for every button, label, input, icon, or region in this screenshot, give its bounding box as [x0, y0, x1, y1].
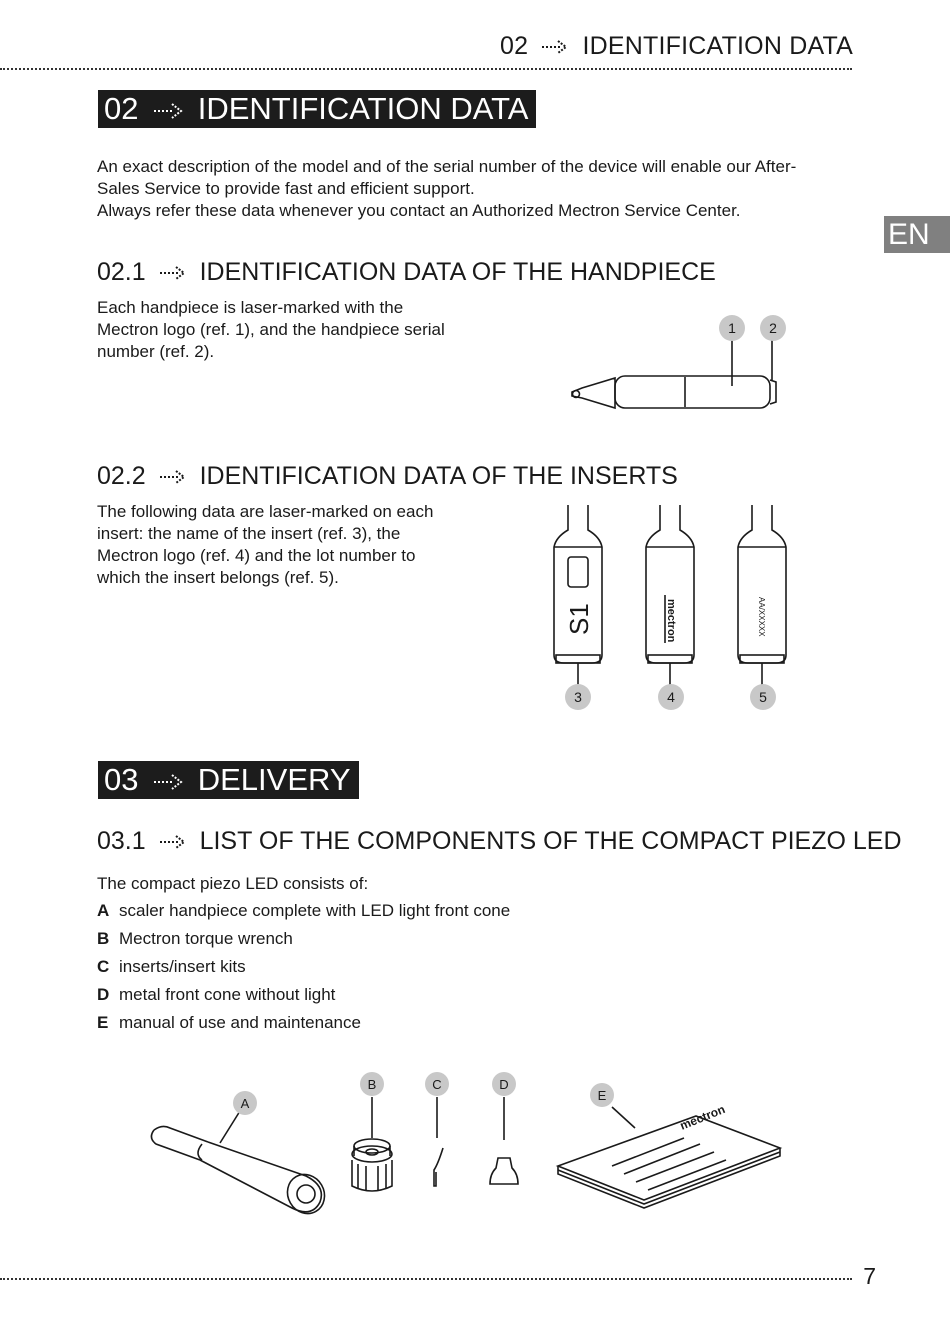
insert-2	[646, 505, 694, 686]
section-02-heading	[98, 90, 536, 128]
dotted-arrow-icon	[159, 834, 187, 850]
section-03-number: 03	[104, 762, 139, 797]
running-head-title: IDENTIFICATION DATA	[582, 32, 853, 60]
page-number: 7	[863, 1263, 876, 1289]
list-item-letter: E	[97, 1013, 109, 1032]
components-illustration	[140, 1068, 800, 1238]
inserts-illustration	[540, 505, 800, 720]
bottom-divider	[0, 1278, 852, 1280]
callout-d: D	[499, 1077, 509, 1092]
callout-b: B	[367, 1077, 377, 1092]
section-02-intro	[97, 156, 857, 222]
list-item	[97, 956, 510, 978]
subsection-02-1-title: IDENTIFICATION DATA OF THE HANDPIECE	[199, 258, 716, 286]
list-item-letter: C	[97, 957, 110, 976]
subsection-02-1-heading	[97, 258, 716, 287]
subsection-02-1-number: 02.1	[97, 258, 146, 286]
running-head	[500, 32, 853, 61]
list-item	[97, 900, 510, 922]
dotted-arrow-icon	[541, 39, 569, 55]
components-lead: The compact piezo LED consists of:	[97, 874, 369, 893]
intro-line: An exact description of the model and of the serial number of the device will enable our After-	[97, 157, 797, 176]
section-03-title: DELIVERY	[197, 762, 351, 797]
callout-1: 1	[728, 320, 736, 336]
callout-2: 2	[769, 320, 777, 336]
list-item-letter: B	[97, 929, 110, 948]
subsection-02-2-number: 02.2	[97, 462, 146, 490]
running-head-number: 02	[500, 32, 529, 60]
list-item-text: inserts/insert kits	[119, 957, 246, 976]
callout-e: E	[597, 1088, 607, 1103]
top-divider	[0, 68, 852, 70]
text-line: The following data are laser-marked on each	[97, 502, 434, 521]
list-item	[97, 1012, 510, 1034]
text-line: insert: the name of the insert (ref. 3), the	[97, 524, 401, 543]
text-line: Mectron logo (ref. 4) and the lot number to	[97, 546, 416, 565]
subsection-03-1-number: 03.1	[97, 827, 146, 855]
insert-name-mark: S1	[564, 603, 594, 635]
list-item-text: metal front cone without light	[119, 985, 336, 1004]
section-02-number: 02	[104, 91, 139, 126]
callout-3: 3	[574, 689, 582, 705]
insert-1	[554, 505, 602, 686]
section-02-title: IDENTIFICATION DATA	[197, 91, 529, 126]
handpiece-body	[615, 376, 770, 408]
callout-4: 4	[667, 689, 675, 705]
subsection-02-2-title: IDENTIFICATION DATA OF THE INSERTS	[199, 462, 678, 490]
subsection-02-2-heading	[97, 462, 678, 491]
subsection-02-2-text	[97, 501, 477, 589]
text-line: number (ref. 2).	[97, 342, 215, 361]
subsection-02-1-text	[97, 297, 477, 363]
metal-cone-drawing	[490, 1097, 518, 1184]
dotted-arrow-icon	[159, 265, 187, 281]
section-03-heading	[98, 761, 359, 799]
manual-drawing	[558, 1107, 780, 1208]
text-line: which the insert belongs (ref. 5).	[97, 568, 339, 587]
text-line: Each handpiece is laser-marked with the	[97, 298, 404, 317]
dotted-arrow-icon	[153, 773, 183, 791]
callout-c: C	[432, 1077, 442, 1092]
text-line: Mectron logo (ref. 1), and the handpiece serial	[97, 320, 445, 339]
components-list	[97, 900, 510, 1034]
dotted-arrow-icon	[153, 102, 183, 120]
list-item-text: manual of use and maintenance	[119, 1013, 361, 1032]
dotted-arrow-icon	[159, 469, 187, 485]
scaler-handpiece-drawing	[151, 1111, 331, 1220]
list-item	[97, 928, 510, 950]
insert-lot-mark: AA/XXXXX	[757, 597, 766, 637]
subsection-03-1-heading	[97, 827, 902, 856]
intro-line: Always refer these data whenever you contact an Authorized Mectron Service Center.	[97, 201, 741, 220]
manual-logo: mectron	[677, 1102, 728, 1133]
list-item	[97, 984, 510, 1006]
torque-wrench-drawing	[352, 1097, 392, 1191]
insert-drawing	[434, 1097, 443, 1186]
insert-3	[738, 505, 786, 686]
callout-a: A	[240, 1096, 250, 1111]
list-item-text: scaler handpiece complete with LED light front cone	[119, 901, 511, 920]
intro-line: Sales Service to provide fast and efficient support.	[97, 179, 475, 198]
handpiece-illustration	[560, 310, 800, 420]
insert-logo-mark: mectron	[665, 599, 677, 643]
list-item-text: Mectron torque wrench	[119, 929, 293, 948]
subsection-03-1-title: LIST OF THE COMPONENTS OF THE COMPACT PIEZO LED	[199, 827, 902, 855]
list-item-letter: A	[97, 901, 110, 920]
language-tab: EN	[884, 216, 950, 253]
callout-5: 5	[759, 689, 767, 705]
list-item-letter: D	[97, 985, 110, 1004]
handpiece-tip	[572, 378, 615, 408]
